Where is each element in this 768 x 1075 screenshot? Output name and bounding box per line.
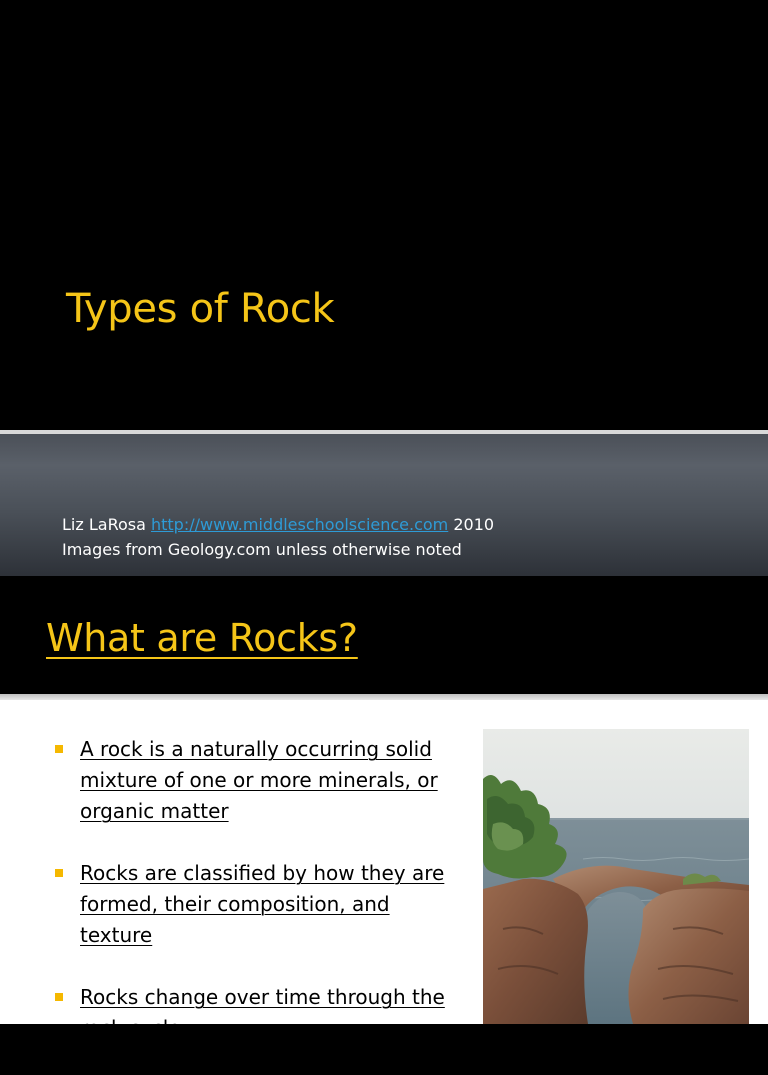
- slide-title: Types of Rock: [66, 286, 335, 332]
- year: 2010: [453, 515, 495, 534]
- list-item: [52, 858, 462, 951]
- bullet-list: [52, 734, 462, 1075]
- author-name: Liz LaRosa: [62, 515, 146, 534]
- website-link[interactable]: http://www.middleschoolscience.com: [150, 515, 449, 534]
- bullet-icon: [55, 869, 63, 877]
- content-slide: [0, 576, 768, 1040]
- slide-title: What are Rocks?: [46, 616, 358, 660]
- subtitle: [62, 512, 494, 562]
- bullet-text: Rocks are classified by how they are formed, their composition, and texture: [80, 861, 445, 947]
- bullet-text: Rocks change over time through the rock cycle: [80, 985, 445, 1040]
- list-item: [52, 982, 462, 1044]
- list-item: [52, 734, 462, 827]
- divider: [0, 694, 768, 700]
- bullet-icon: [55, 993, 63, 1001]
- bullet-icon: [55, 745, 63, 753]
- rock-arch-photo: [483, 729, 749, 1024]
- bullet-text: A rock is a naturally occurring solid mixture of one or more minerals, or organic matter: [80, 737, 438, 823]
- subtitle-line-author: [62, 512, 494, 537]
- slide-header: [0, 576, 768, 694]
- image-credit: Images from Geology.com unless otherwise noted: [62, 540, 462, 559]
